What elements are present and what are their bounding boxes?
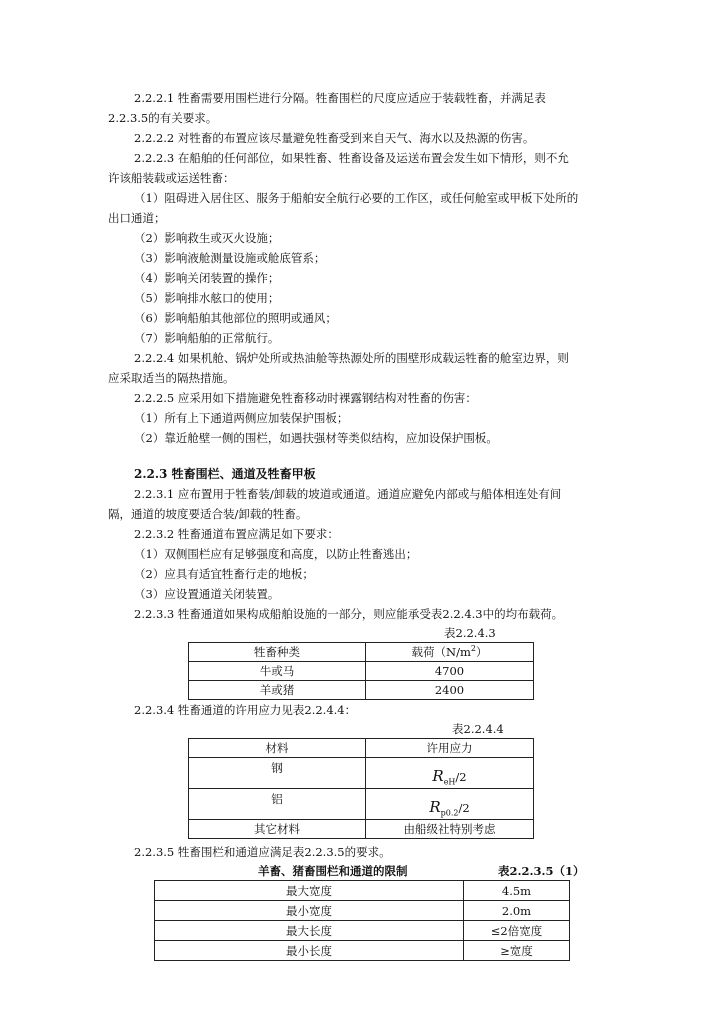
list-item: （7）影响船舶的正常航行。	[134, 331, 280, 345]
pen-limits-table	[154, 880, 570, 961]
table-header-cell: 许用应力	[366, 739, 534, 758]
table-cell: 铝	[189, 789, 366, 820]
table-header-cell: 材料	[189, 739, 366, 758]
para-2-2-3-1-cont: 隔，通道的坡度要适合装/卸载的牲畜。	[108, 507, 308, 521]
para-2-2-2-1-cont: 2.2.3.5的有关要求。	[108, 111, 218, 125]
table-row	[189, 681, 534, 700]
list-item: （2）影响救生或灭火设施；	[134, 231, 280, 245]
table-cell: 由船级社特别考虑	[366, 820, 534, 839]
table-row	[155, 881, 570, 901]
table-cell: 2.0m	[464, 901, 570, 921]
list-item: （1）阻碍进入居住区、服务于船舶安全航行必要的工作区，或任何舱室或甲板下处所的	[134, 191, 579, 205]
table-cell: 最大长度	[155, 921, 464, 941]
table-caption: 表2.2.4.4	[452, 722, 504, 736]
para-2-2-3-3: 2.2.3.3 牲畜通道如果构成船舶设施的一部分，则应能承受表2.2.4.3中的均布载荷。	[134, 607, 564, 621]
table-cell: 羊或猪	[189, 681, 366, 700]
table-cell: ≥宽度	[464, 941, 570, 961]
para-2-2-3-1: 2.2.3.1 应布置用于牲畜装/卸载的坡道或通道。通道应避免内部或与船体相连处有间	[134, 487, 562, 501]
table-row	[189, 789, 534, 820]
table-cell: 4700	[366, 662, 534, 681]
section-heading: 2.2.3 牲畜围栏、通道及牲畜甲板	[134, 467, 316, 481]
para-2-2-2-1: 2.2.2.1 牲畜需要用围栏进行分隔。牲畜围栏的尺度应适应于装载牲畜，并满足表	[134, 91, 546, 105]
table-cell: $R_{p0.2}/2$	[366, 789, 534, 820]
table-cell: 牛或马	[189, 662, 366, 681]
table-row	[155, 941, 570, 961]
table-cell: 最小宽度	[155, 901, 464, 921]
table-cell: $R_{eH}/2$	[366, 758, 534, 789]
para-2-2-3-4: 2.2.3.4 牲畜通道的许用应力见表2.2.4.4：	[134, 703, 357, 717]
table-row	[189, 820, 534, 839]
para-2-2-2-5: 2.2.2.5 应采用如下措施避免牲畜移动时裸露钢结构对牲畜的伤害：	[134, 391, 477, 405]
list-item: （3）应设置通道关闭装置。	[134, 587, 280, 601]
list-item: （2）靠近舱壁一侧的围栏，如遇扶强材等类似结构，应加设保护围板。	[134, 431, 498, 445]
table-cell: 其它材料	[189, 820, 366, 839]
list-item-cont: 出口通道；	[108, 211, 166, 225]
table-cell: 最小长度	[155, 941, 464, 961]
list-item: （6）影响船舶其他部位的照明或通风；	[134, 311, 337, 325]
table-row	[189, 758, 534, 789]
table-title: 羊畜、猪畜围栏和通道的限制	[258, 864, 408, 878]
table-header-cell: 牲畜种类	[189, 643, 366, 662]
para-2-2-2-2: 2.2.2.2 对牲畜的布置应该尽量避免牲畜受到来自天气、海水以及热源的伤害。	[134, 131, 535, 145]
para-2-2-2-4-cont: 应采取适当的隔热措施。	[108, 371, 235, 385]
list-item: （4）影响关闭装置的操作；	[134, 271, 280, 285]
list-item: （1）所有上下通道两侧应加装保护围板；	[134, 411, 349, 425]
table-row	[155, 901, 570, 921]
list-item: （3）影响液舱测量设施或舱底管系；	[134, 251, 326, 265]
table-caption: 表2.2.3.5（1）	[498, 864, 585, 878]
load-table	[188, 642, 534, 700]
table-caption: 表2.2.4.3	[444, 626, 496, 640]
table-header-cell: 载荷$(N/m^2)$	[366, 643, 534, 662]
para-2-2-3-2: 2.2.3.2 牲畜通道布置应满足如下要求：	[134, 527, 339, 541]
para-2-2-3-5: 2.2.3.5 牲畜围栏和通道应满足表2.2.3.5的要求。	[134, 845, 391, 859]
para-2-2-2-3-cont: 许该船装载或运送牲畜：	[108, 171, 235, 185]
table-cell: 钢	[189, 758, 366, 789]
table-row	[189, 662, 534, 681]
para-2-2-2-3: 2.2.2.3 在船舶的任何部位，如果牲畜、牲畜设备及运送布置会发生如下情形，则不允	[134, 151, 569, 165]
table-cell: 4.5m	[464, 881, 570, 901]
para-2-2-2-4: 2.2.2.4 如果机舱、锅炉处所或热油舱等热源处所的围壁形成载运牲畜的舱室边界，则	[134, 351, 569, 365]
stress-table	[188, 738, 534, 839]
list-item: （1）双侧围栏应有足够强度和高度，以防止牲畜逃出；	[134, 547, 418, 561]
list-item: （5）影响排水舷口的使用；	[134, 291, 280, 305]
table-cell: ≤2倍宽度	[464, 921, 570, 941]
table-cell: 2400	[366, 681, 534, 700]
table-cell: 最大宽度	[155, 881, 464, 901]
table-row	[155, 921, 570, 941]
list-item: （2）应具有适宜牲畜行走的地板；	[134, 567, 314, 581]
